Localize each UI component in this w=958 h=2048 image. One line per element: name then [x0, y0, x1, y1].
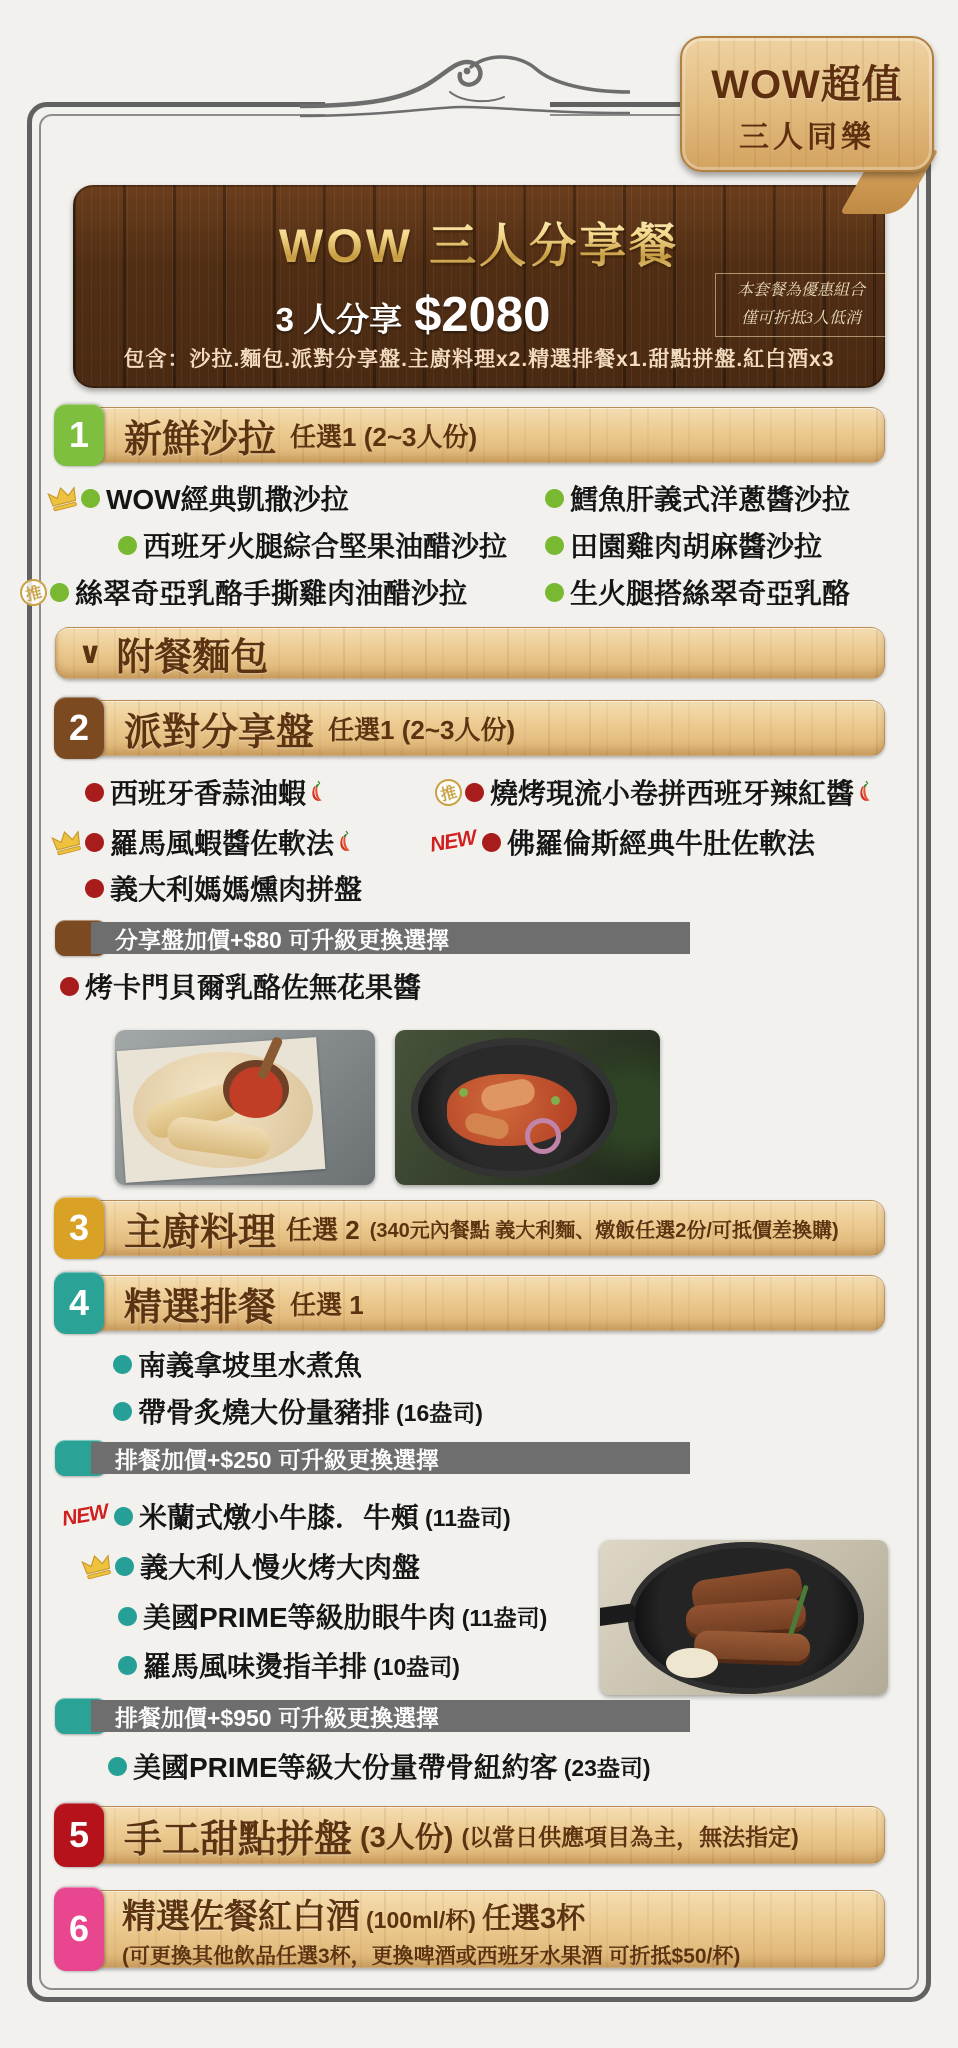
bullet-icon [81, 489, 100, 508]
bullet-icon [545, 583, 564, 602]
item-label: 帶骨炙燒大份量豬排 [138, 1397, 391, 1428]
page-title: WOW 三人分享餐 [73, 209, 885, 276]
wine-line1 [122, 1889, 585, 1938]
section-title: 主廚料理 [124, 1211, 277, 1254]
photo-dip-bowl [223, 1060, 289, 1118]
item-size: (11盎司) [461, 1604, 548, 1631]
upgrade-label: 排餐加價+$950 可升級更換選擇 [91, 1700, 690, 1732]
list-item [545, 572, 850, 612]
discount-note-line1: 本套餐為優惠組合 [736, 282, 865, 299]
bullet-icon [85, 833, 104, 852]
section-bar-wine [55, 1890, 885, 1968]
section-number-5: 5 [54, 1803, 104, 1867]
item-label: 羅馬風味燙指羊排 [143, 1651, 368, 1682]
section-bar-party [55, 700, 885, 756]
chili-icon [309, 779, 326, 804]
price-value: $2080 [414, 288, 551, 342]
list-item [20, 572, 467, 612]
photo-onion-ring [525, 1118, 561, 1154]
chili-icon [337, 829, 354, 854]
section-subtitle: 任選 1 [290, 1289, 364, 1320]
bullet-icon [118, 1656, 137, 1675]
food-photo-steak-pan [600, 1540, 888, 1695]
recommended-badge: 推 [432, 776, 465, 809]
bullet-icon [85, 879, 104, 898]
wine-note: (可更換其他飲品任選3杯，更換啤酒或西班牙水果酒 可折抵$50/杯) [122, 1944, 741, 1968]
photo-garnish [551, 1096, 560, 1105]
item-label: 佛羅倫斯經典牛肚佐軟法 [507, 828, 816, 859]
section-number-4: 4 [54, 1272, 104, 1334]
item-label: 義大利人慢火烤大肉盤 [140, 1552, 421, 1583]
section-number-2: 2 [54, 697, 104, 759]
crown-icon [50, 827, 85, 858]
item-size: (11盎司) [425, 1504, 511, 1531]
section-bar-salad [55, 407, 885, 463]
bullet-icon [113, 1355, 132, 1374]
set-includes: 包含：沙拉.麵包.派對分享盤.主廚料理x2.精選排餐x1.甜點拼盤.紅白酒x3 [123, 348, 835, 371]
item-label: 烤卡門貝爾乳酪佐無花果醬 [85, 972, 422, 1003]
food-photo-squid-skillet [395, 1030, 660, 1185]
bullet-icon [115, 1557, 134, 1576]
list-item [113, 1344, 362, 1384]
section-number-6: 6 [54, 1887, 104, 1971]
upgrade-strip-party [55, 920, 690, 956]
crown-icon [80, 1551, 115, 1582]
food-photo-bread-dip [115, 1030, 375, 1185]
new-badge: NEW [428, 826, 478, 857]
list-item [85, 868, 362, 908]
list-item [62, 1496, 511, 1536]
section-portion: (3人份) [360, 1821, 454, 1854]
item-label: 義大利媽媽燻肉拼盤 [110, 874, 363, 905]
upgrade-strip-steak-250 [55, 1440, 690, 1476]
section-subtitle: 任選1 (2~3人份) [328, 714, 516, 745]
list-item [118, 1645, 460, 1685]
value-badge-line1: WOW超值 [711, 62, 903, 107]
list-item [545, 478, 850, 518]
price-row [113, 287, 713, 343]
photo-sauce [666, 1648, 718, 1678]
top-flourish-icon [300, 40, 630, 122]
bullet-icon [118, 1607, 137, 1626]
bullet-icon [113, 1402, 132, 1421]
item-size: (23盎司) [563, 1754, 651, 1781]
section-title: 精選佐餐紅白酒 [122, 1897, 360, 1936]
discount-note-box [715, 273, 887, 337]
section-bar-dessert [55, 1806, 885, 1864]
section-subtitle: 任選1 (2~3人份) [290, 421, 478, 452]
item-label: 絲翠奇亞乳酪手撕雞肉油醋沙拉 [75, 578, 468, 609]
item-size: (10盎司) [373, 1653, 460, 1680]
section-title: 附餐麵包 [116, 636, 269, 679]
list-item [435, 772, 873, 812]
bullet-icon [114, 1507, 133, 1526]
bullet-icon [60, 977, 79, 996]
bullet-icon [545, 489, 564, 508]
section-number-1: 1 [54, 404, 104, 466]
section-note: (340元內餐點 義大利麵、燉飯任選2份/可抵價差換購) [369, 1219, 839, 1242]
check-mark: ∨ [78, 636, 103, 670]
item-label: 西班牙香蒜油蝦 [110, 778, 307, 809]
item-label: 美國PRIME等級大份量帶骨紐約客 [133, 1752, 558, 1783]
crown-icon [46, 483, 81, 514]
item-label: 田園雞肉胡麻醬沙拉 [570, 531, 823, 562]
item-label: 美國PRIME等級肋眼牛肉 [143, 1602, 456, 1633]
section-title: 派對分享盤 [124, 711, 315, 754]
header-panel [73, 185, 885, 388]
item-label: 西班牙火腿綜合堅果油醋沙拉 [143, 531, 508, 562]
item-label: 鱈魚肝義式洋蔥醬沙拉 [570, 484, 851, 515]
section-note: (以當日供應項目為主，無法指定) [461, 1823, 799, 1850]
recommended-badge: 推 [17, 576, 50, 609]
bullet-icon [108, 1757, 127, 1776]
wine-volume: (100ml/杯) [366, 1906, 476, 1933]
list-item [52, 822, 353, 862]
bullet-icon [50, 583, 69, 602]
list-item [113, 1391, 483, 1431]
price-label: 3 人分享 [275, 301, 403, 338]
list-item [430, 822, 815, 862]
list-item [48, 478, 349, 518]
discount-note-line2: 僅可折抵3人低消 [740, 310, 861, 327]
item-label: 米蘭式燉小牛膝．牛頰 [139, 1502, 420, 1533]
wine-pick: 任選3杯 [481, 1902, 586, 1935]
bullet-icon [118, 536, 137, 555]
photo-garnish [459, 1088, 468, 1097]
item-label: 南義拿坡里水煮魚 [138, 1350, 363, 1381]
chili-icon [857, 779, 874, 804]
list-item [85, 772, 325, 812]
section-bar-chef [55, 1200, 885, 1256]
bullet-icon [85, 783, 104, 802]
bullet-icon [545, 536, 564, 555]
value-badge-line2: 三人同樂 [739, 120, 875, 154]
item-size: (16盎司) [396, 1399, 483, 1426]
list-item [118, 525, 507, 565]
new-badge: NEW [60, 1500, 110, 1531]
bullet-icon [465, 783, 484, 802]
item-label: 生火腿搭絲翠奇亞乳酪 [570, 578, 851, 609]
upgrade-strip-steak-950 [55, 1698, 690, 1734]
list-item [60, 966, 421, 1006]
upgrade-label: 排餐加價+$250 可升級更換選擇 [91, 1442, 690, 1474]
list-item [118, 1596, 547, 1636]
bullet-icon [482, 833, 501, 852]
item-label: 燒烤現流小卷拼西班牙辣紅醬 [490, 778, 855, 809]
section-title: 新鮮沙拉 [124, 418, 277, 461]
list-item [108, 1746, 651, 1786]
section-subtitle: 任選 2 [286, 1214, 360, 1245]
item-label: WOW經典凱撒沙拉 [106, 484, 349, 515]
value-badge [680, 36, 934, 172]
list-item [82, 1546, 420, 1586]
upgrade-label: 分享盤加價+$80 可升級更換選擇 [91, 922, 690, 954]
section-bar-steak [55, 1275, 885, 1331]
list-item [545, 525, 822, 565]
section-title: 手工甜點拼盤 [124, 1818, 353, 1861]
section-title: 精選排餐 [124, 1286, 277, 1329]
section-number-3: 3 [54, 1197, 104, 1259]
section-bar-bread [55, 627, 885, 679]
item-label: 羅馬風蝦醬佐軟法 [110, 828, 335, 859]
